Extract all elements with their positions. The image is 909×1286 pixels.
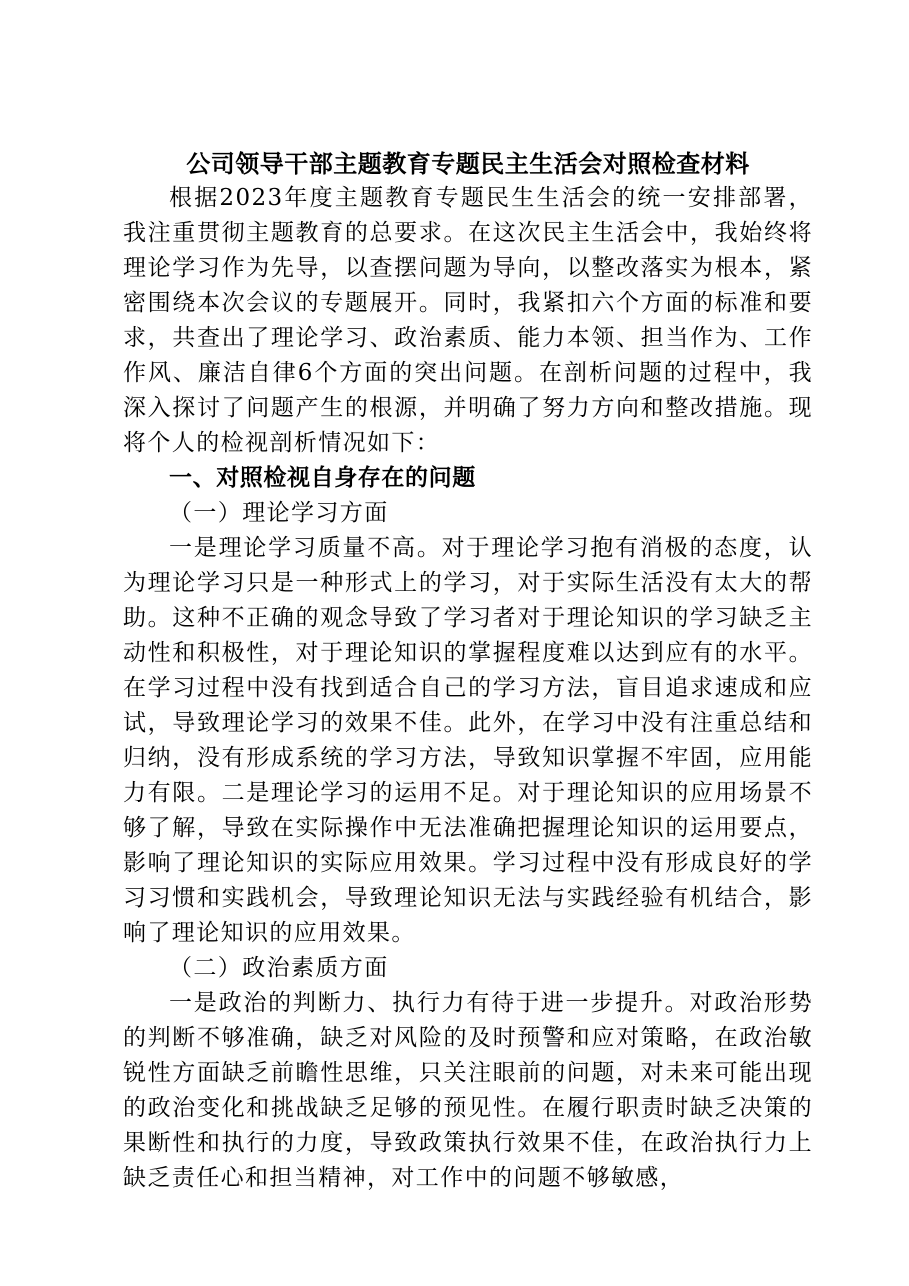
document-title: 公司领导干部主题教育专题民主生活会对照检查材料 [186, 149, 750, 178]
subsection-heading-theory: （一）理论学习方面 [169, 500, 389, 526]
intro-paragraph: 根据2023年度主题教育专题民生生活会的统一安排部署，我注重贯彻主题教育的总要求。在这次民主生活会中，我始终将理论学习作为先导，以查摆问题为导向，以整改落实为根本，紧密围绕本次会议的专题展开。同时，我紧扣六个方面的标准和要求，共查出了理论学习、政治素质、能力本领、担当作为、工作作风、廉洁自律6个方面的突出问题。在剖析问题的过程中，我深入探讨了问题产生的根源，并明确了努力方向和整改措施。现将个人的检视剖析情况如下： [123, 185, 813, 456]
section-heading: 一、对照检视自身存在的问题 [169, 465, 476, 491]
political-paragraph: 一是政治的判断力、执行力有待于进一步提升。对政治形势的判断不够准确，缺乏对风险的及时预警和应对策略，在政治敏锐性方面缺乏前瞻性思维，只关注眼前的问题，对未来可能出现的政治变化和挑战缺乏足够的预见性。在履行职责时缺乏决策的果断性和执行的力度，导致政策执行效果不佳，在政治执行力上缺乏责任心和担当精神，对工作中的问题不够敏感， [123, 990, 813, 1191]
subsection-heading-political: （二）政治素质方面 [169, 955, 389, 981]
theory-paragraph: 一是理论学习质量不高。对于理论学习抱有消极的态度，认为理论学习只是一种形式上的学习，对于实际生活没有太大的帮助。这种不正确的观念导致了学习者对于理论知识的学习缺乏主动性和积极性，对于理论知识的掌握程度难以达到应有的水平。在学习过程中没有找到适合自己的学习方法，盲目追求速成和应试，导致理论学习的效果不佳。此外，在学习中没有注重总结和归纳，没有形成系统的学习方法，导致知识掌握不牢固，应用能力有限。二是理论学习的运用不足。对于理论知识的应用场景不够了解，导致在实际操作中无法准确把握理论知识的运用要点，影响了理论知识的实际应用效果。学习过程中没有形成良好的学习习惯和实践机会，导致理论知识无法与实践经验有机结合，影响了理论知识的应用效果。 [123, 535, 813, 946]
document-body [123, 146, 813, 1196]
